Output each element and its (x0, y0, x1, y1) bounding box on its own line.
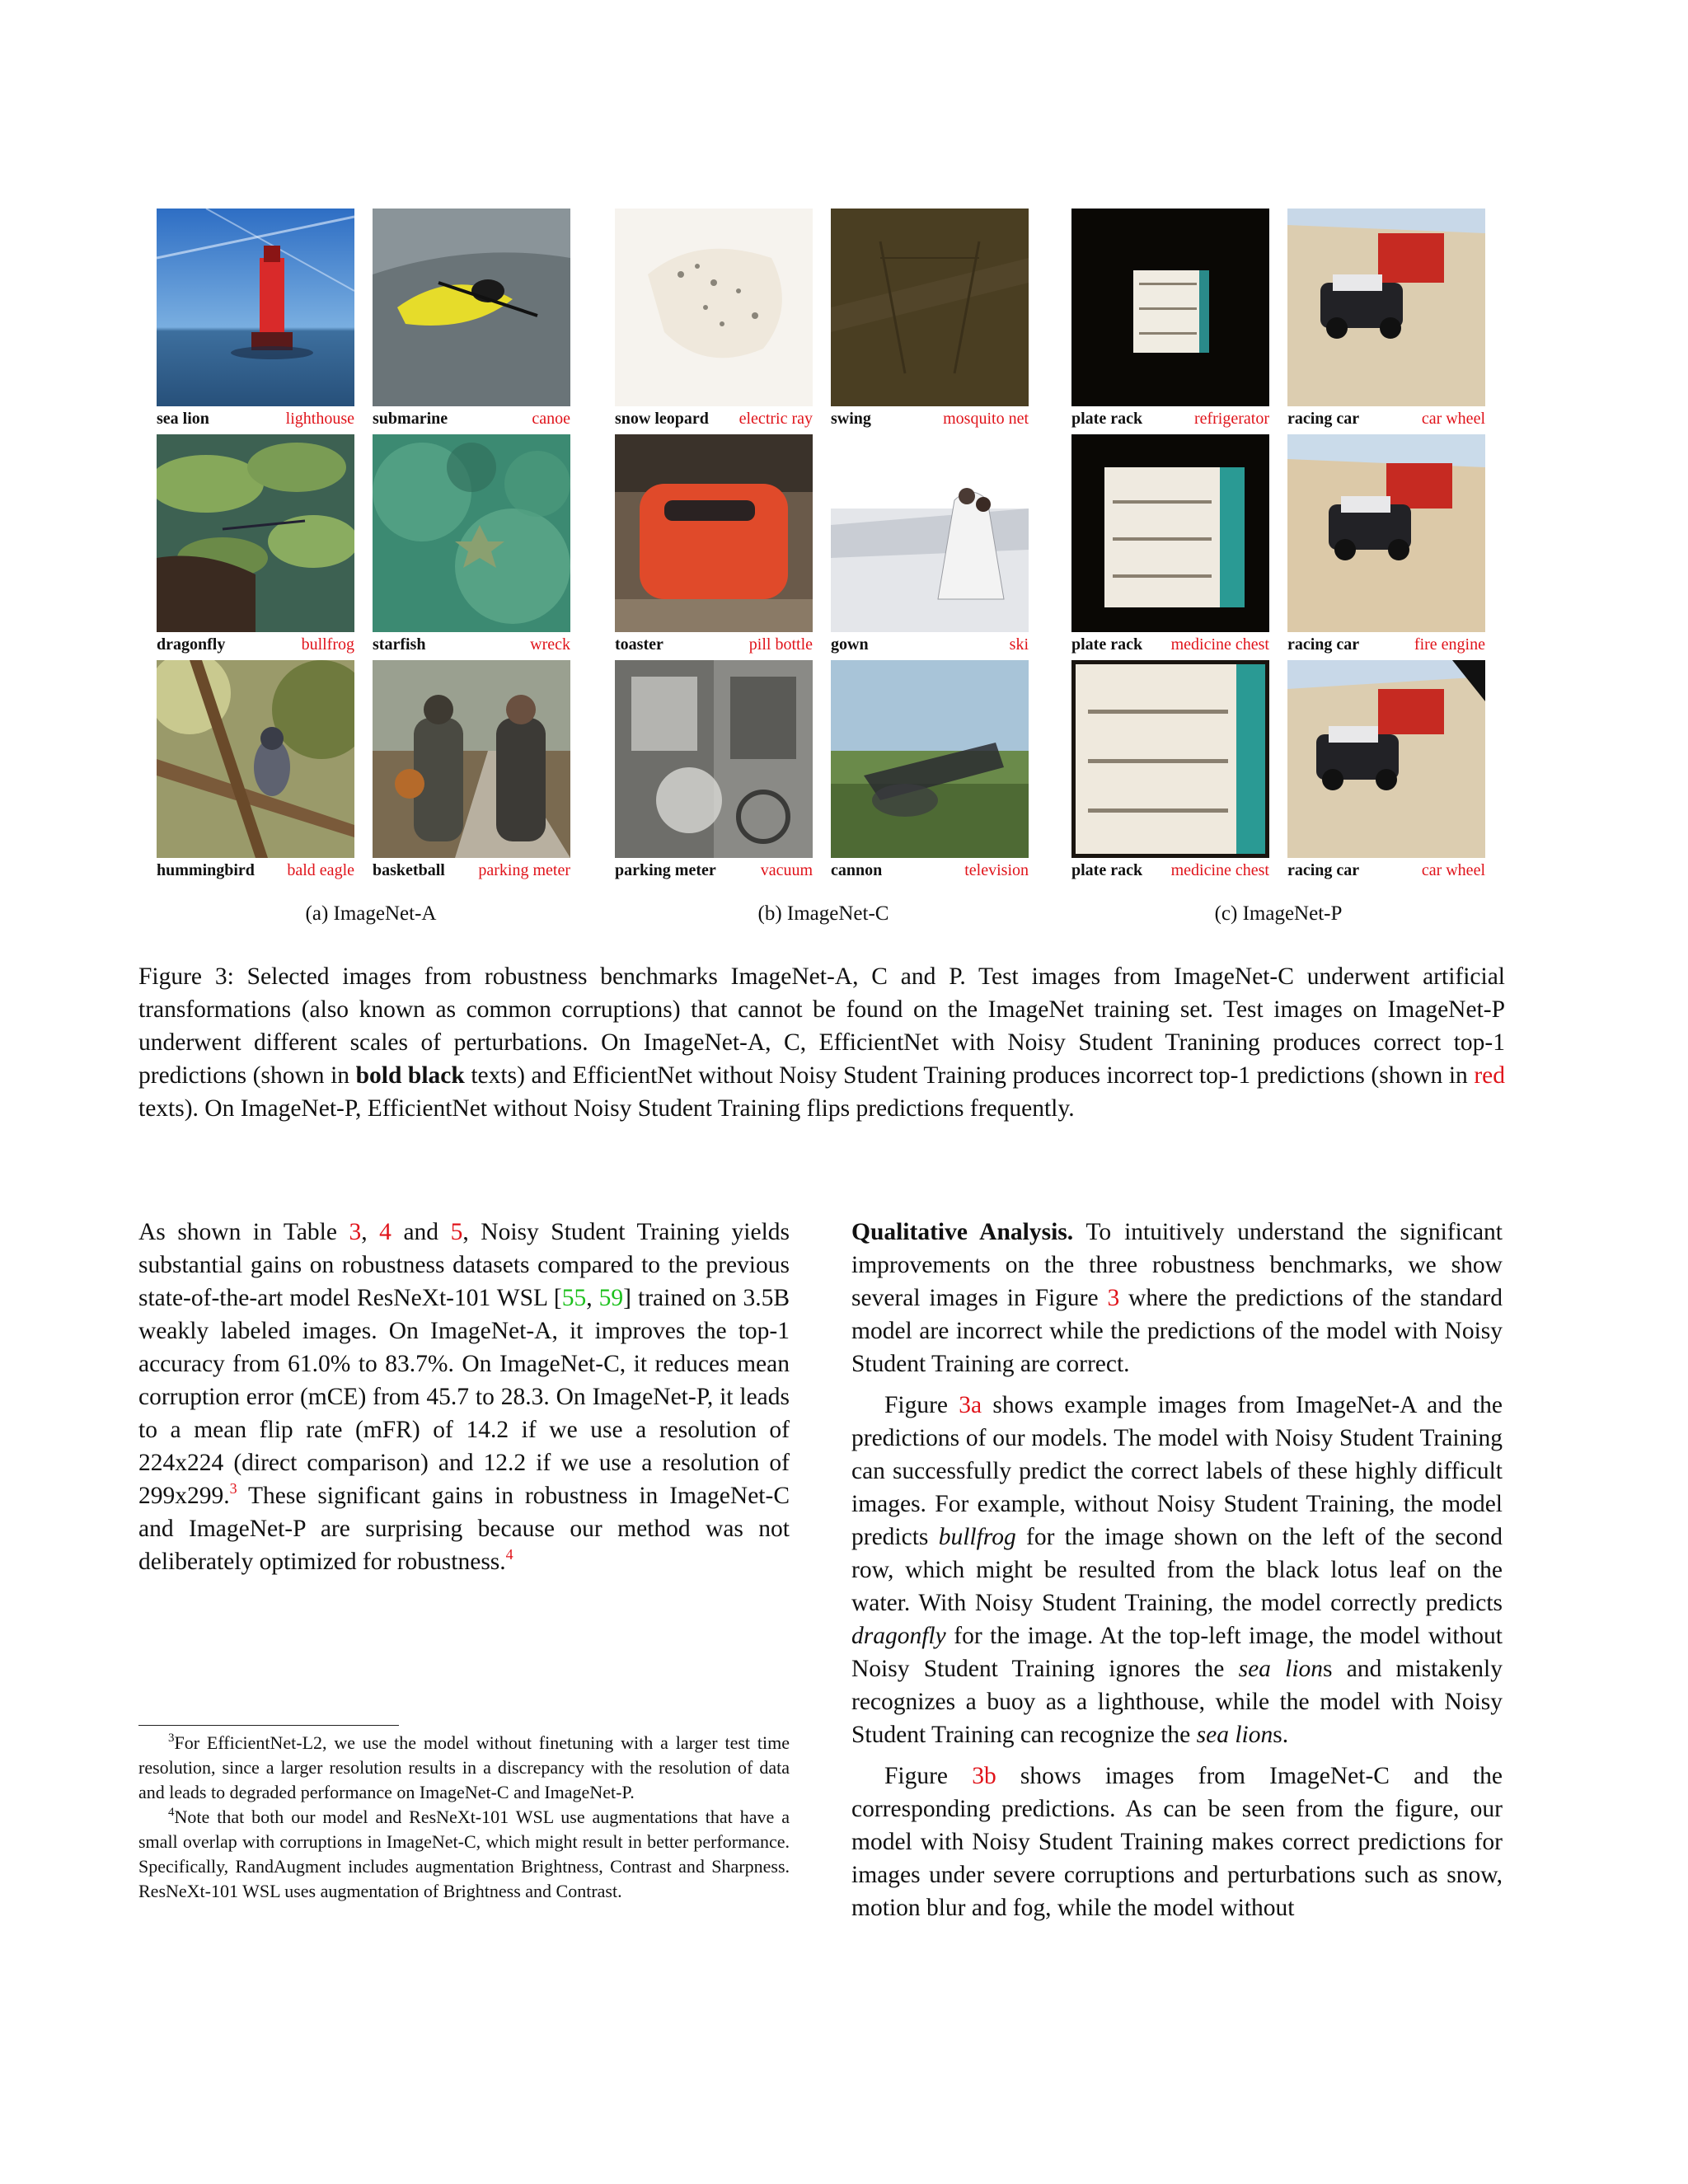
wrong-prediction: canoe (532, 410, 570, 428)
caption-red: red (1474, 1062, 1505, 1089)
label-pair (373, 860, 570, 881)
subcaption-c: (c) ImageNet-P (1214, 902, 1343, 925)
label-pair (615, 408, 813, 429)
correct-prediction: dragonfly (157, 635, 226, 654)
paragraph (138, 1216, 790, 1578)
wrong-prediction: mosquito net (943, 410, 1029, 428)
caption-text: Figure 3: Selected images from robustness benchmarks ImageNet-A, C and P. Test images from ImageNet-C underwent artificial transformations (also known as common corruptions) that cannot be found on the ImageNet training set. Test images on ImageNet-P underwent different scales of perturbations. On ImageNet-A, C, EfficientNet with Noisy Student Tranining produces correct top-1 predictions (shown in (138, 963, 1505, 1089)
label-pair (615, 860, 813, 881)
label-pair (1287, 634, 1485, 655)
image-parking-meter (615, 660, 813, 858)
text: Figure (884, 1763, 973, 1789)
label-pair (1071, 634, 1269, 655)
correct-prediction: racing car (1287, 635, 1360, 654)
italic-term: bullfrog (938, 1524, 1016, 1550)
text: ] trained on 3.5B weakly labeled images. On ImageNet-A, it improves the top-1 accuracy from 61.0% to 83.7%. On ImageNet-C, it reduces mean corruption error (mCE) from 45.7 to 28.3. On ImageNet-P, it leads to a mean flip rate (mFR) of 14.2 if we use a resolution of 224x224 (direct comparison) and 12.2 if we use a resolution of 299x299. (138, 1285, 790, 1509)
footnote-mark: 4 (168, 1806, 175, 1819)
image-hummingbird (157, 660, 354, 858)
correct-prediction: toaster (615, 635, 663, 654)
subcaption-b: (b) ImageNet-C (757, 902, 889, 925)
wrong-prediction: parking meter (478, 861, 570, 879)
text: , (586, 1285, 599, 1311)
footnote-text: Note that both our model and ResNeXt-101 WSL use augmentations that have a small overlap with corruptions in ImageNet-C, which might result in better performance. Specifically, RandAugment includes augmentation Brightness, Contrast and Sharpness. ResNeXt-101 WSL uses augmentation of Brightness and Contrast. (138, 1807, 790, 1901)
text: shows example images from ImageNet-A and the predictions of our models. The model with Noisy Student Training can successfully predict the correct labels of these highly difficult images. For example, without Noisy Student Training, the model predicts (851, 1392, 1503, 1550)
correct-prediction: basketball (373, 861, 445, 879)
wrong-prediction: television (964, 861, 1029, 879)
text: shows images from ImageNet-C and the corresponding predictions. As can be seen from the figure, our model with Noisy Student Training makes correct predictions for images under severe corruptions and perturbations such as snow, motion blur and fog, while the model without (851, 1763, 1503, 1921)
wrong-prediction: fire engine (1414, 635, 1485, 654)
footnote (138, 1731, 790, 1805)
correct-prediction: gown (831, 635, 869, 654)
footnotes (138, 1731, 790, 1904)
correct-prediction: plate rack (1071, 635, 1143, 654)
figure-3 (157, 209, 1485, 938)
image-racing-car (1287, 209, 1485, 406)
label-pair (1071, 408, 1269, 429)
left-column (138, 1216, 790, 1578)
citation-link[interactable]: 55 (561, 1285, 587, 1311)
footnote-text: For EfficientNet-L2, we use the model without finetuning with a larger test time resolution, since a larger resolution results in a discrepancy with the resolution of data and leads to degraded performance on ImageNet-C and ImageNet-P. (138, 1732, 790, 1802)
caption-bold: bold black (355, 1062, 465, 1089)
correct-prediction: parking meter (615, 861, 716, 879)
wrong-prediction: medicine chest (1170, 861, 1269, 879)
wrong-prediction: vacuum (760, 861, 813, 879)
paragraph (851, 1389, 1503, 1751)
correct-prediction: plate rack (1071, 410, 1143, 428)
italic-term: sea lion (1238, 1656, 1324, 1682)
wrong-prediction: lighthouse (285, 410, 354, 428)
wrong-prediction: electric ray (738, 410, 813, 428)
text: These significant gains in robustness in ImageNet-C and ImageNet-P are surprising because our method was not deliberately optimized for robustness. (138, 1483, 790, 1575)
paragraph (851, 1216, 1503, 1380)
wrong-prediction: bald eagle (287, 861, 354, 879)
figure-caption (138, 960, 1505, 1125)
correct-prediction: swing (831, 410, 871, 428)
wrong-prediction: wreck (530, 635, 570, 654)
label-pair (157, 408, 354, 429)
image-dragonfly (157, 434, 354, 632)
image-kayak (373, 209, 570, 406)
footnote-ref-link[interactable]: 3 (229, 1480, 237, 1497)
label-pair (831, 634, 1029, 655)
correct-prediction: racing car (1287, 861, 1360, 879)
label-pair (831, 408, 1029, 429)
image-snow-leopard (615, 209, 813, 406)
text: for the image shown on the left of the second row, which might be resulted from the black lotus leaf on the water. With Noisy Student Training, the model correctly predicts (851, 1524, 1503, 1616)
correct-prediction: submarine (373, 410, 448, 428)
wrong-prediction: medicine chest (1170, 635, 1269, 654)
text: , (361, 1219, 380, 1245)
correct-prediction: racing car (1287, 410, 1360, 428)
wrong-prediction: car wheel (1421, 861, 1485, 879)
text: s. (1273, 1722, 1289, 1748)
correct-prediction: starfish (373, 635, 426, 654)
table-ref-link[interactable]: 3 (349, 1219, 362, 1245)
image-racing-car (1287, 434, 1485, 632)
footnote-mark: 3 (168, 1732, 175, 1745)
paragraph (851, 1760, 1503, 1924)
label-pair (373, 408, 570, 429)
image-racing-car (1287, 660, 1485, 858)
image-toaster (615, 434, 813, 632)
caption-text: texts) and EfficientNet without Noisy Student Training produces incorrect top-1 predictions (shown in (464, 1062, 1475, 1089)
text: To intuitively understand the significant improvements on the three robustness benchmarks, we show several images in Figure (851, 1219, 1503, 1311)
wrong-prediction: bullfrog (301, 635, 354, 654)
label-pair (373, 634, 570, 655)
text: for the image. At the top-left image, the model without Noisy Student Training ignores the (851, 1623, 1503, 1682)
text: where the predictions of the standard model are incorrect while the predictions of the model with Noisy Student Training are correct. (851, 1285, 1503, 1377)
correct-prediction: plate rack (1071, 861, 1143, 879)
label-pair (1071, 860, 1269, 881)
wrong-prediction: car wheel (1421, 410, 1485, 428)
image-gown (831, 434, 1029, 632)
italic-term: dragonfly (851, 1623, 946, 1649)
figure-ref-link[interactable]: 3a (959, 1392, 982, 1418)
correct-prediction: sea lion (157, 410, 209, 428)
wrong-prediction: ski (1009, 635, 1029, 654)
text: Figure (884, 1392, 959, 1418)
label-pair (615, 634, 813, 655)
citation-link[interactable]: 59 (598, 1285, 624, 1311)
text: As shown in Table (138, 1219, 349, 1245)
image-cannon (831, 660, 1029, 858)
footnote-ref-link[interactable]: 4 (505, 1546, 513, 1563)
label-pair (1287, 408, 1485, 429)
italic-term: sea lion (1196, 1722, 1273, 1748)
correct-prediction: cannon (831, 861, 883, 879)
label-pair (157, 860, 354, 881)
image-plate-rack (1071, 209, 1269, 406)
figure-ref-link[interactable]: 3 (1107, 1285, 1120, 1311)
subcaption-a: (a) ImageNet-A (305, 902, 437, 925)
table-ref-link[interactable]: 4 (379, 1219, 392, 1245)
table-ref-link[interactable]: 5 (450, 1219, 463, 1245)
image-sea-lion-buoy (157, 209, 354, 406)
correct-prediction: hummingbird (157, 861, 255, 879)
text: and (391, 1219, 451, 1245)
label-pair (1287, 860, 1485, 881)
text: s and mistakenly recognizes a buoy as a lighthouse, while the model with Noisy Student Training can recognize the (851, 1656, 1503, 1748)
label-pair (831, 860, 1029, 881)
footnote (138, 1805, 790, 1904)
image-plate-rack (1071, 434, 1269, 632)
section-heading: Qualitative Analysis. (851, 1219, 1074, 1245)
image-swing (831, 209, 1029, 406)
text: , Noisy Student Training yields substantial gains on robustness datasets compared to the previous state-of-the-art model ResNeXt-101 WSL [ (138, 1219, 790, 1311)
image-plate-rack (1071, 660, 1269, 858)
wrong-prediction: pill bottle (748, 635, 813, 654)
footnote-divider (138, 1725, 399, 1726)
image-starfish (373, 434, 570, 632)
right-column (851, 1216, 1503, 1924)
image-basketball-walkers (373, 660, 570, 858)
caption-text: texts). On ImageNet-P, EfficientNet without Noisy Student Training flips predictions frequently. (138, 1095, 1075, 1122)
label-pair (157, 634, 354, 655)
wrong-prediction: refrigerator (1193, 410, 1269, 428)
figure-ref-link[interactable]: 3b (972, 1763, 996, 1789)
correct-prediction: snow leopard (615, 410, 709, 428)
